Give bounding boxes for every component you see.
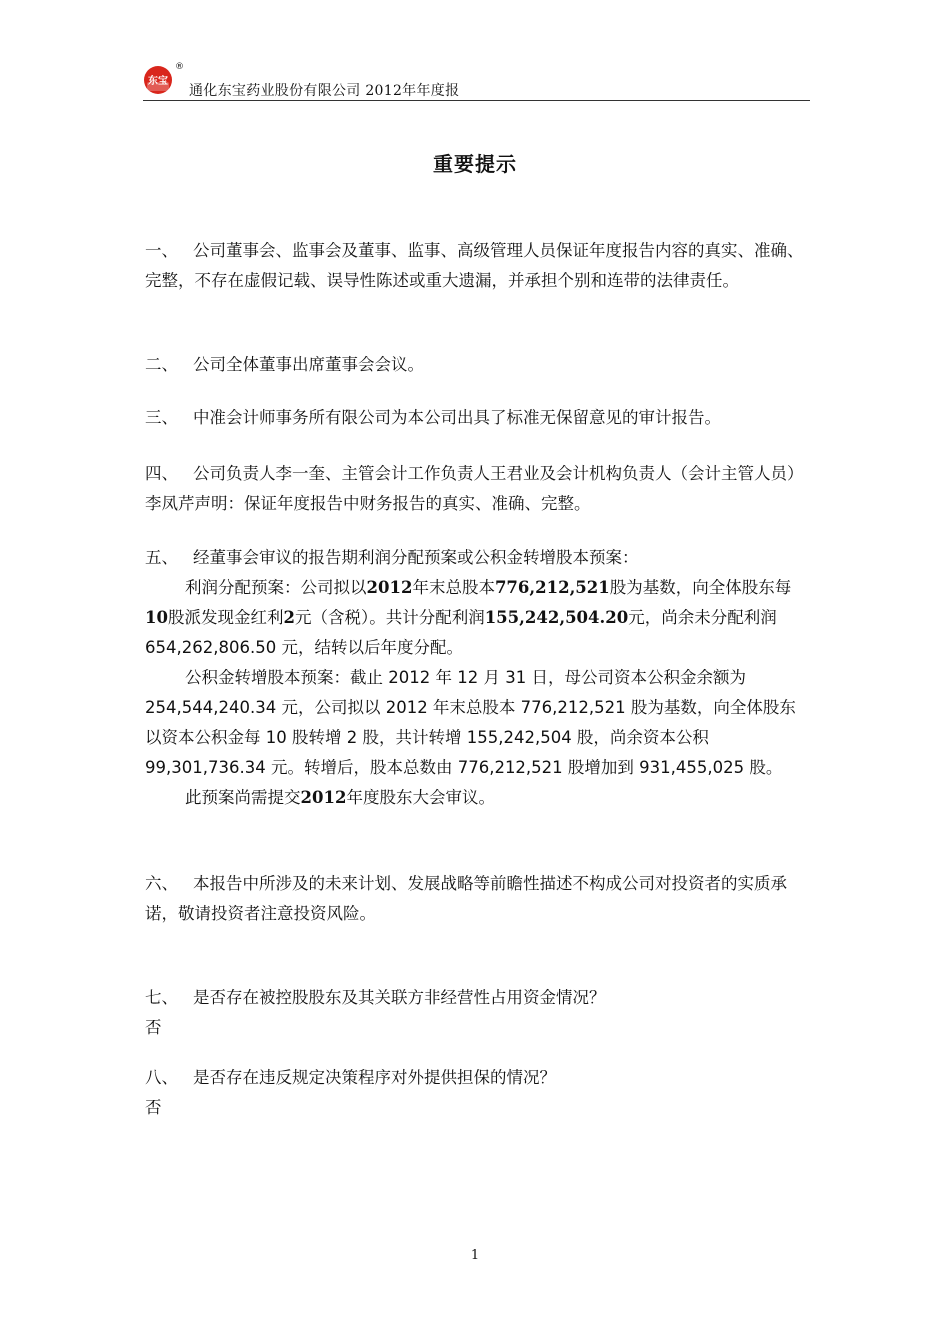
- item-two: [145, 350, 810, 380]
- pending-approval-note: 此预案尚需提交2012年度股东大会审议。: [185, 788, 495, 807]
- item-five: [145, 543, 810, 813]
- profit-distribution-plan: 利润分配预案：公司拟以2012年末总股本776,212,521股为基数，向全体股东每10股派发现金红利2元（含税）。共计分配利润155,242,504.20元，尚余未分配利润654,262,806.50 元，结转以后年度分配。: [145, 578, 792, 657]
- item-number: 八、: [145, 1068, 178, 1087]
- item-three: [145, 403, 810, 433]
- item-text: 中准会计师事务所有限公司为本公司出具了标准无保留意见的审计报告。: [193, 408, 721, 427]
- item-answer: 否: [145, 1018, 162, 1037]
- item-six: [145, 869, 810, 929]
- item-eight: [145, 1063, 810, 1123]
- item-number: 一、: [145, 241, 178, 260]
- item-answer: 否: [145, 1098, 162, 1117]
- header-rule: [143, 100, 810, 101]
- item-four: [145, 459, 810, 519]
- item-text: 本报告中所涉及的未来计划、发展战略等前瞻性描述不构成公司对投资者的实质承: [193, 874, 787, 893]
- item-number: 三、: [145, 408, 178, 427]
- item-seven: [145, 983, 810, 1043]
- item-number: 六、: [145, 874, 178, 893]
- item-text: 公司董事会、监事会及董事、监事、高级管理人员保证年度报告内容的真实、准确、完整，不存在虚假记载、误导性陈述或重大遗漏，并承担个别和连带的法律责任。: [145, 241, 804, 290]
- item-number: 二、: [145, 355, 178, 374]
- item-text: 是否存在违反规定决策程序对外提供担保的情况？: [193, 1068, 556, 1087]
- item-one: [145, 236, 810, 296]
- header-title: 通化东宝药业股份有限公司 2012年年度报: [189, 83, 460, 99]
- page-title: 重要提示: [433, 152, 517, 176]
- item-number: 七、: [145, 988, 178, 1007]
- item-number: 四、: [145, 464, 178, 483]
- reserve-conversion-plan: 公积金转增股本预案：截止 2012 年 12 月 31 日，母公司资本公积金余额为 254,544,240.34 元，公司拟以 2012 年末总股本 776,212,521 股为基数，向全体股东以资本公积金每 10 股转增 2 股，共计转增 155,242,504 股，尚余资本公积 99,301,736.34 元。转增后，股本总数由 776,212,521 股增加到 931,455,025 股。: [145, 668, 796, 777]
- registered-mark: ®: [175, 62, 184, 72]
- company-logo: [143, 65, 173, 95]
- page-number: 1: [470, 1248, 480, 1263]
- item-text: 是否存在被控股股东及其关联方非经营性占用资金情况？: [193, 988, 606, 1007]
- logo-text: 东宝: [148, 76, 168, 87]
- item-text-continued: 诺，敬请投资者注意投资风险。: [145, 904, 376, 923]
- item-text: 公司负责人李一奎、主管会计工作负责人王君业及会计机构负责人（会计主管人员）李凤芹声明：保证年度报告中财务报告的真实、准确、完整。: [145, 464, 804, 513]
- item-number: 五、: [145, 548, 178, 567]
- item-text: 公司全体董事出席董事会会议。: [193, 355, 424, 374]
- item-text: 经董事会审议的报告期利润分配预案或公积金转增股本预案：: [193, 548, 639, 567]
- page-header: [143, 62, 810, 102]
